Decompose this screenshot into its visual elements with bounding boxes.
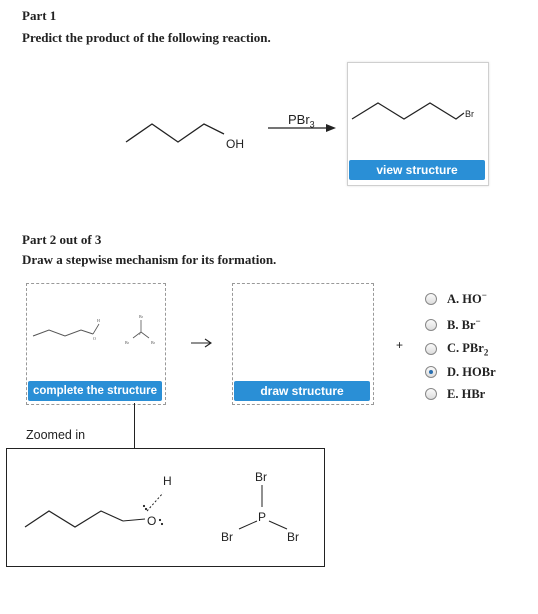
option-e-label: E. HBr (447, 386, 486, 401)
plus-sign: + (396, 338, 404, 352)
option-d[interactable] (425, 362, 496, 382)
mini-p-label: P (139, 332, 141, 336)
mini-o-label: O (93, 336, 96, 341)
zoom-h-label: H (163, 474, 172, 488)
product-structure (348, 63, 488, 153)
reagent-subscript: 3 (309, 119, 315, 130)
option-e[interactable] (425, 384, 485, 404)
product-br-label: Br (465, 109, 474, 119)
part2-question: Draw a stepwise mechanism for its formation. (22, 252, 277, 267)
option-e-radio[interactable] (425, 388, 437, 400)
option-d-label: D. HOBr (447, 364, 496, 379)
reactant-structure (120, 110, 250, 160)
zoom-p-label: P (258, 510, 267, 524)
zoom-o-label: O (147, 514, 157, 528)
mini-h-label: H (97, 318, 100, 323)
option-b-radio[interactable] (425, 319, 437, 331)
part1-question: Predict the product of the following reaction. (22, 30, 271, 45)
mini-reactants (27, 284, 165, 384)
zoom-connector (134, 403, 135, 449)
part2-heading: Part 2 out of 3 (22, 232, 102, 247)
zoomed-structures (7, 449, 324, 566)
option-b[interactable] (425, 315, 481, 335)
part1-heading: Part 1 (22, 8, 57, 23)
option-c-radio[interactable] (425, 343, 437, 355)
mini-br-top-label: Br (139, 314, 143, 319)
zoomed-in-label: Zoomed in (26, 428, 86, 442)
mini-br-right-label: Br (151, 340, 155, 345)
zoomed-in-panel (6, 448, 325, 567)
lone-pair-dot (159, 519, 161, 521)
view-structure-button[interactable]: view structure (349, 160, 485, 180)
option-a-label: A. HO− (447, 290, 487, 307)
option-a[interactable] (425, 289, 487, 309)
option-c[interactable] (425, 339, 488, 359)
zoom-br-right-label: Br (287, 530, 299, 544)
mechanism-arrow (190, 338, 216, 348)
lone-pair-dot (161, 523, 163, 525)
option-d-radio[interactable] (425, 366, 437, 378)
zoom-br-left-label: Br (221, 530, 233, 544)
draw-structure-button[interactable]: draw structure (234, 381, 370, 401)
option-b-label: B. Br− (447, 316, 481, 333)
option-a-radio[interactable] (425, 293, 437, 305)
option-c-label: C. PBr$_2$ (447, 340, 489, 358)
reagent-text: PBr (288, 112, 310, 127)
complete-structure-button[interactable]: complete the structure (28, 381, 162, 401)
mini-br-left-label: Br (125, 340, 129, 345)
reactant-oh-label: OH (226, 137, 244, 151)
lone-pair-dot (145, 508, 147, 510)
lone-pair-dot (143, 505, 145, 507)
zoom-br-top-label: Br (255, 470, 267, 484)
